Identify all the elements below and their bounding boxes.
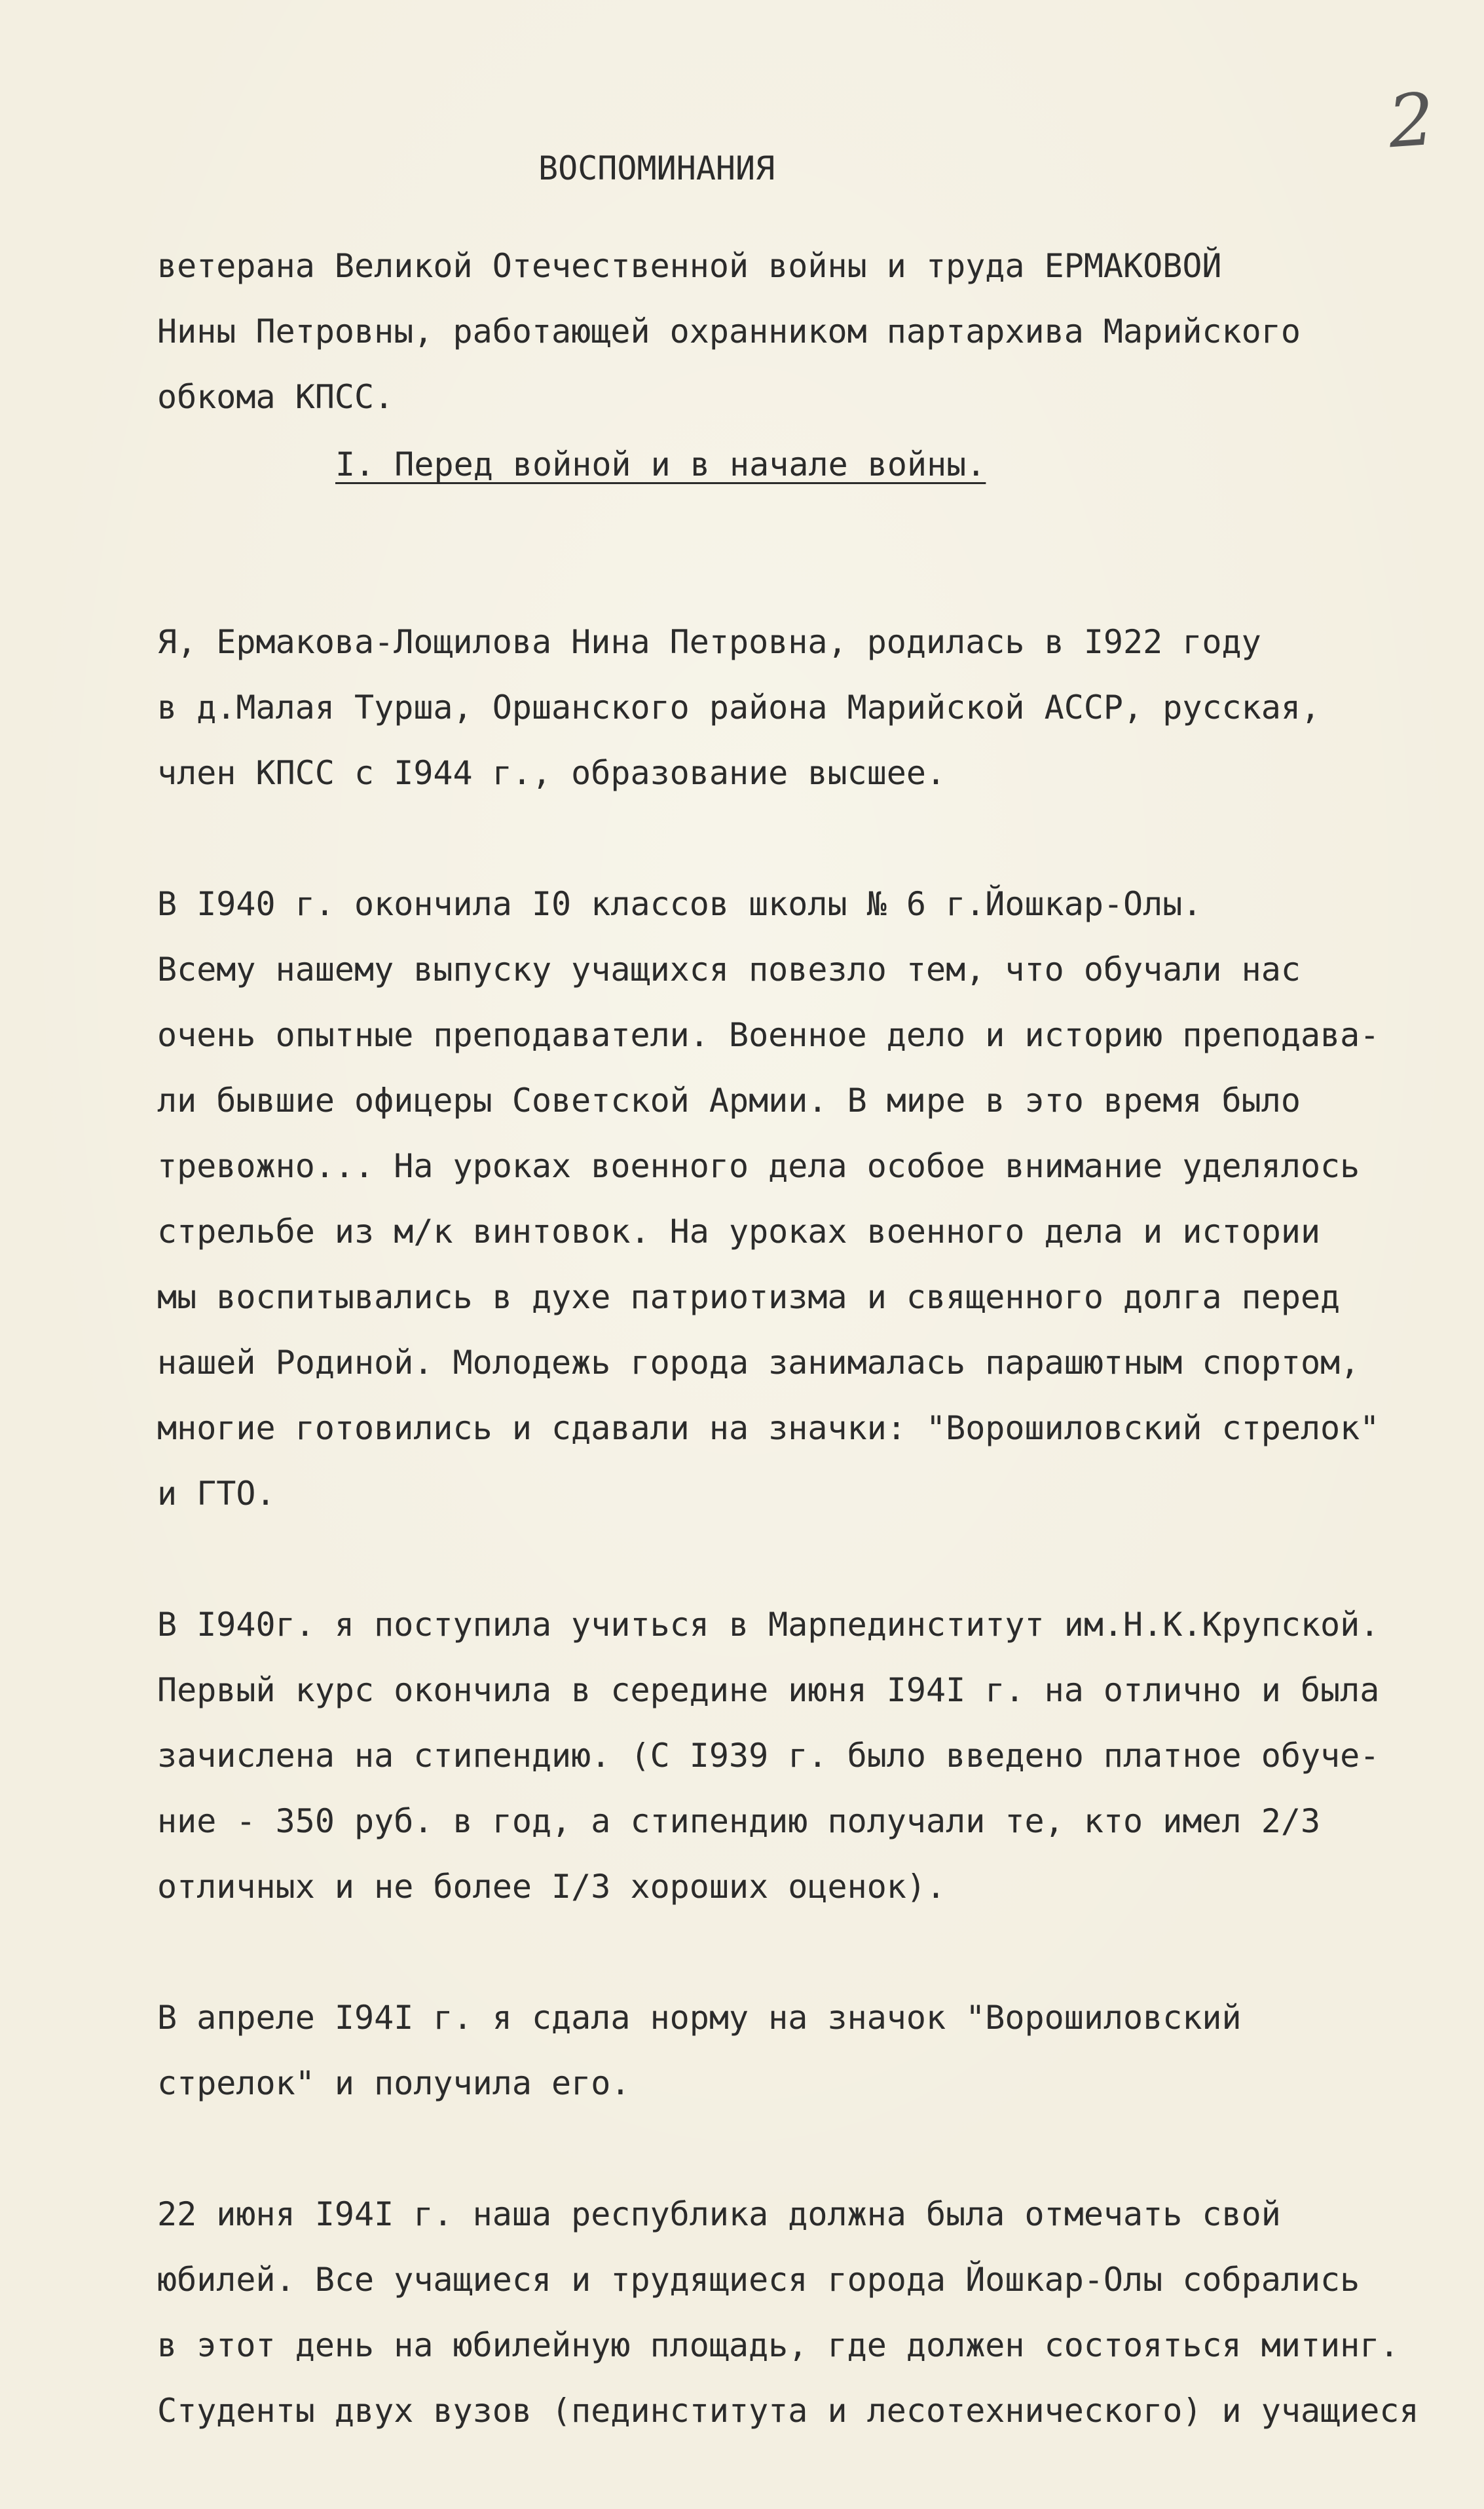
paragraph-3: В I940г. я поступила учиться в Марпединститут им.Н.К.Крупской. Первый курс окончила в середине июня I94I г. на отлично и была зачислена на стипендию. (С I939 г. было введено платное обуче- ние - 350 руб. в год, а стипендию получали те, кто имел 2/3 отличных и не более I/3 хороших оценок). — [157, 1606, 1380, 1906]
paragraph-5: 22 июня I94I г. наша республика должна была отмечать свой юбилей. Все учащиеся и трудящиеся города Йошкар-Олы собрались в этот день на юбилейную площадь, где должен состояться митинг. Студенты двух вузов (пединститута и лесотехнического) и учащиеся — [157, 2195, 1419, 2430]
paragraph-1: Я, Ермакова-Лощилова Нина Петровна, родилась в I922 году в д.Малая Турша, Оршанского района Марийской АССР, русская, член КПСС с I944 г., образование высшее. — [157, 623, 1321, 792]
section-heading: I. Перед войной и в начале войны. — [335, 445, 986, 483]
paragraph-4: В апреле I94I г. я сдала норму на значок "Ворошиловский стрелок" и получила его. — [157, 1999, 1242, 2102]
document-subtitle: ветерана Великой Отечественной войны и труда ЕРМАКОВОЙ Нины Петровны, работающей охранником партархива Марийского обкома КПСС. — [157, 247, 1301, 416]
paragraph-2: В I940 г. окончила I0 классов школы № 6 г.Йошкар-Олы. Всему нашему выпуску учащихся повезло тем, что обучали нас очень опытные преподаватели. Военное дело и историю преподава- ли бывшие офицеры Советской Армии. В мире в это время было тревожно... На уроках военного дела особое внимание уделялось стрельбе из м/к винтовок. На уроках военного дела и истории мы воспитывались в духе патриотизма и священного долга перед нашей Родиной. Молодежь города занималась парашютным спортом, многие готовились и сдавали на значки: "Ворошиловский стрелок" и ГТО. — [157, 885, 1380, 1513]
document-title: ВОСПОМИНАНИЯ — [538, 149, 775, 187]
body-text — [157, 544, 1467, 2509]
handwritten-page-number: 2 — [1385, 77, 1438, 164]
